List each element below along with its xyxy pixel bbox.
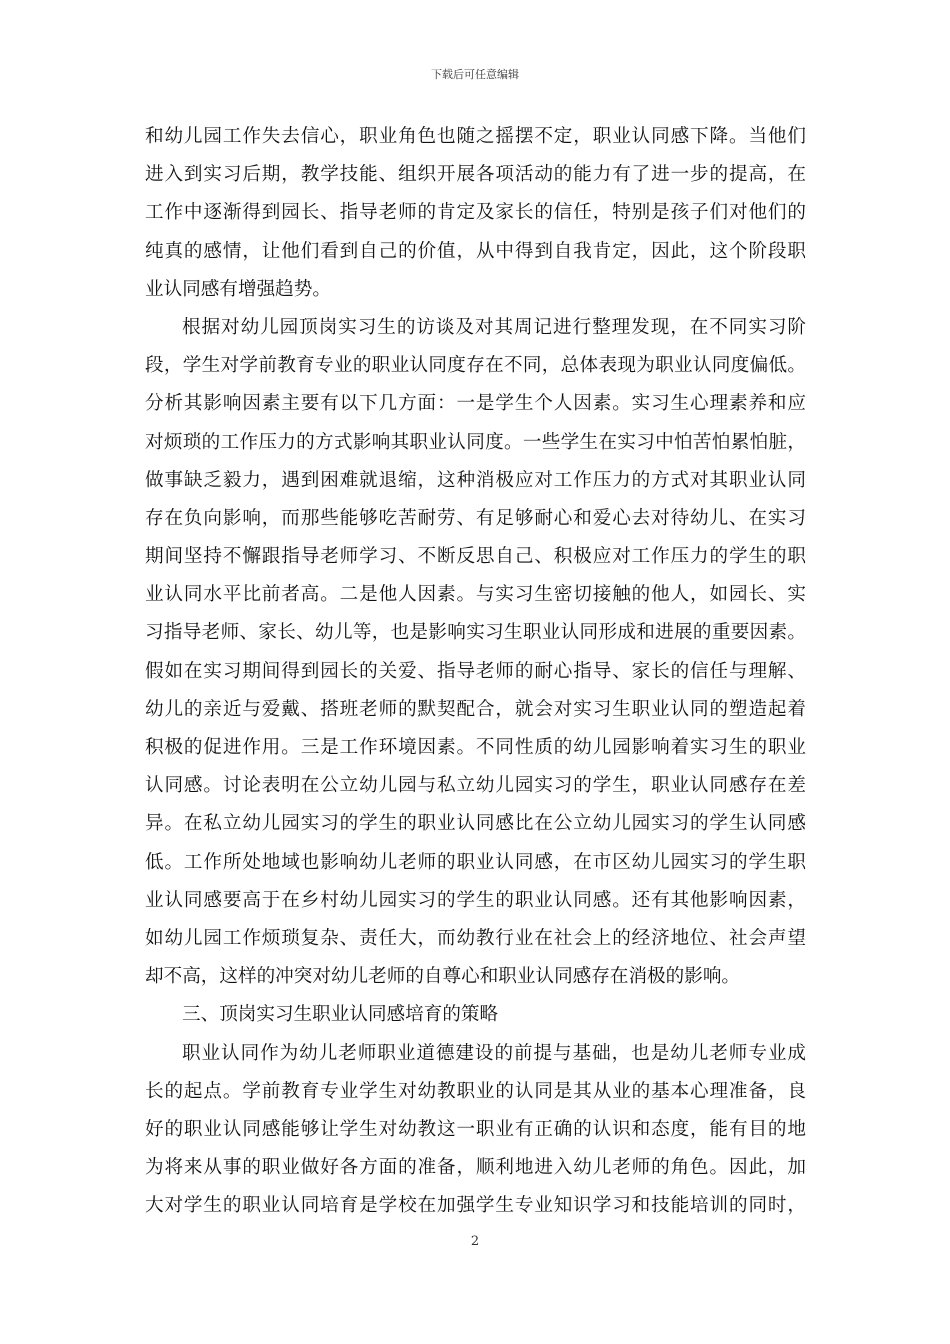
text-line: 认同感。讨论表明在公立幼儿园与私立幼儿园实习的学生，职业认同感存在差: [145, 775, 806, 797]
text-line: 段，学生对学前教育专业的职业认同度存在不同，总体表现为职业认同度偏低。: [145, 355, 806, 377]
text-line: 积极的促进作用。三是工作环境因素。不同性质的幼儿园影响着实习生的职业: [145, 737, 806, 758]
page-header: 下载后可任意编辑: [431, 68, 519, 81]
text-line: 进入到实习后期，教学技能、组织开展各项活动的能力有了进一步的提高，在: [145, 164, 806, 186]
text-line: 异。在私立幼儿园实习的学生的职业认同感比在公立幼儿园实习的学生认同感: [145, 813, 806, 835]
text-line: 习指导老师、家长、幼儿等，也是影响实习生职业认同形成和进展的重要因素。: [145, 622, 806, 644]
text-line: 工作中逐渐得到园长、指导老师的肯定及家长的信任，特别是孩子们对他们的: [145, 202, 806, 224]
text-line: 业认同感有增强趋势。: [145, 278, 331, 300]
text-line: 好的职业认同感能够让学生对幼教这一职业有正确的认识和态度，能有目的地: [145, 1118, 806, 1140]
text-line: 大对学生的职业认同培育是学校在加强学生专业知识学习和技能培训的同时，: [145, 1195, 806, 1217]
text-line: 职业认同作为幼儿老师职业道德建设的前提与基础，也是幼儿老师专业成: [182, 1042, 806, 1064]
text-line: 和幼儿园工作失去信心，职业角色也随之摇摆不定，职业认同感下降。当他们: [145, 126, 806, 147]
text-line: 存在负向影响，而那些能够吃苦耐劳、有足够耐心和爱心去对待幼儿、在实习: [145, 507, 806, 529]
text-line: 假如在实习期间得到园长的关爱、指导老师的耐心指导、家长的信任与理解、: [145, 660, 806, 682]
text-line: 低。工作所处地域也影响幼儿老师的职业认同感，在市区幼儿园实习的学生职: [145, 851, 806, 873]
document-body: [145, 118, 806, 1225]
text-line: 业认同感要高于在乡村幼儿园实习的学生的职业认同感。还有其他影响因素，: [145, 889, 806, 911]
text-line: 做事缺乏毅力，遇到困难就退缩，这种消极应对工作压力的方式对其职业认同: [145, 469, 806, 491]
text-line: 对烦琐的工作压力的方式影响其职业认同度。一些学生在实习中怕苦怕累怕脏，: [145, 431, 806, 453]
section-heading: 三、顶岗实习生职业认同感培育的策略: [182, 1004, 499, 1026]
text-line: 长的起点。学前教育专业学生对幼教职业的认同是其从业的基本心理准备，良: [145, 1080, 806, 1102]
text-line: 纯真的感情，让他们看到自己的价值，从中得到自我肯定，因此，这个阶段职: [145, 240, 806, 262]
text-line: 期间坚持不懈跟指导老师学习、不断反思自己、积极应对工作压力的学生的职: [145, 546, 806, 568]
text-line: 却不高，这样的冲突对幼儿老师的自尊心和职业认同感存在消极的影响。: [145, 966, 741, 988]
text-line: 业认同水平比前者高。二是他人因素。与实习生密切接触的他人，如园长、实: [145, 584, 806, 606]
page-number: 2: [470, 1234, 480, 1249]
text-line: 分析其影响因素主要有以下几方面：一是学生个人因素。实习生心理素养和应: [145, 393, 806, 415]
text-line: 如幼儿园工作烦琐复杂、责任大，而幼教行业在社会上的经济地位、社会声望: [145, 927, 806, 949]
text-line: 为将来从事的职业做好各方面的准备，顺利地进入幼儿老师的角色。因此，加: [145, 1157, 806, 1179]
text-line: 根据对幼儿园顶岗实习生的访谈及对其周记进行整理发现，在不同实习阶: [182, 316, 806, 338]
text-line: 幼儿的亲近与爱戴、搭班老师的默契配合，就会对实习生职业认同的塑造起着: [145, 698, 806, 720]
